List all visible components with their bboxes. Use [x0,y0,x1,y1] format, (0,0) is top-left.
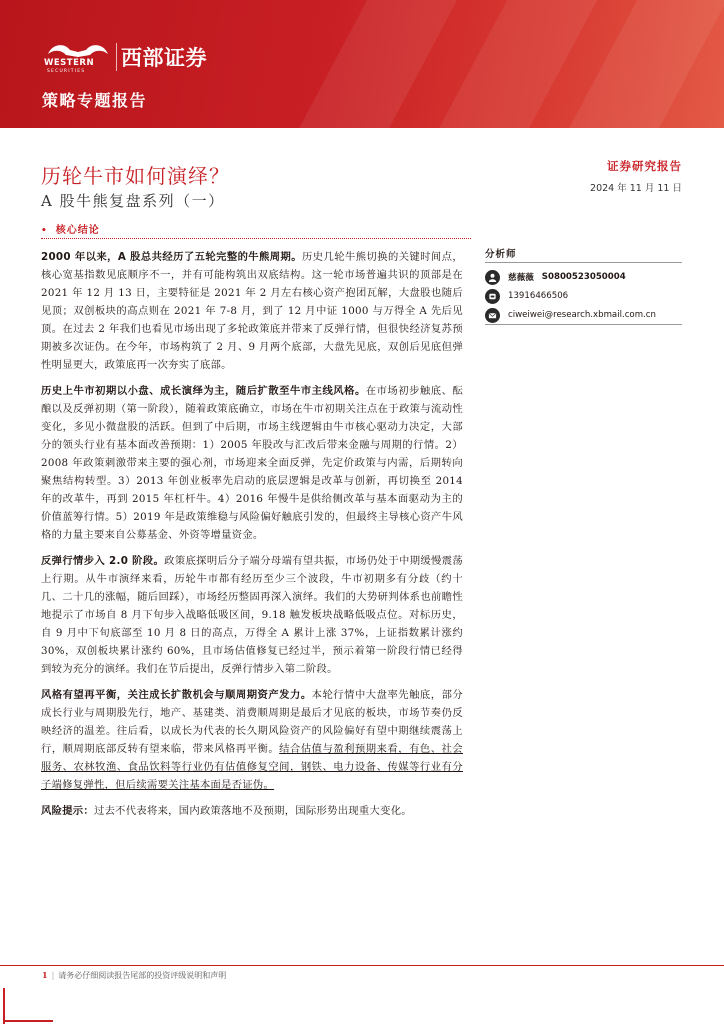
section-heading [41,221,100,236]
paragraph [41,686,463,794]
footer-divider [0,965,724,966]
corner-mark [3,1020,53,1022]
analyst-phone-row [485,288,568,304]
corner-mark [3,988,5,1024]
banner-stripe [272,0,479,128]
analyst-name-row [485,269,626,285]
report-date: 2024 年 11 月 11 日 [590,183,682,194]
phone-icon [485,289,500,304]
analyst-divider [485,324,682,325]
logo-divider [116,43,117,71]
bullet-icon: • [41,226,48,236]
paragraph [41,552,463,678]
analyst-phone: 13916466506 [508,291,569,301]
analyst-email[interactable]: ciweiwei@research.xbmail.com.cn [508,310,656,320]
footer [42,970,226,981]
paragraph-lead: 历史上牛市初期以小盘、成长演绎为主，随后扩散至牛市主线风格。 [41,385,366,397]
report-type: 策略专题报告 [42,91,148,110]
paragraph [41,802,463,820]
paragraph [41,248,463,374]
section-divider [41,238,471,239]
person-icon [485,270,500,285]
analyst-cert: S0800523050004 [541,272,626,282]
email-icon [485,308,500,323]
analyst-heading: 分析师 [485,249,517,260]
page-number: 1 [42,970,48,980]
page-subtitle: A 股牛熊复盘系列（一） [41,192,225,210]
footer-disclaimer: 请务必仔细阅读报告尾部的投资评级说明和声明 [58,971,227,980]
logo-chinese: 西部证券 [121,46,207,70]
section-heading-text: 核心结论 [55,225,100,236]
main-body [41,248,463,828]
paragraph-text: 在市场初步触底、酝酿以及反弹初期（第一阶段），随着政策底确立，市场在牛市初期关注点在于政策与流动性变化，多见小微盘股的活跃。但到了中后期，市场主线逻辑由牛市核心驱动力决定，大部分的领头行业有基本面改善预期：1）2005 年股改与汇改后带来金融与周期的行情。2）2008 年政策刺激带来主要的强心剂，市场迎来全面反弹，先定价政策与内需，后期转向聚焦结构转型。3）2013 年创业板率先启动的底层逻辑是改革与创新，再切换至 2014 年的改革牛，再到 2015 年杠杆牛。4）2016 年慢牛是供给侧改革与基本面驱动为主的价值蓝筹行情。5）2019 年是政策维稳与风险偏好触底引发的，但最终主导核心资产牛风格的力量主要来自公募基金、外资等增量资金。 [41,385,464,541]
analyst-name: 慈薇薇 [508,273,534,283]
paragraph-lead: 反弹行情步入 2.0 阶段。 [41,555,165,567]
paragraph [41,382,463,544]
logo-english: WESTERN [44,58,95,68]
header-banner [0,0,724,128]
analyst-divider [485,262,682,263]
paragraph-lead: 2000 年以来，A 股总共经历了五轮完整的牛熊周期。 [41,251,303,263]
logo-english-sub: SECURITIES [47,69,86,74]
paragraph-text: 过去不代表将来，国内政策落地不及预期，国际形势出现重大变化。 [93,805,412,817]
page-sep: | [51,971,55,980]
report-category: 证券研究报告 [607,159,682,173]
paragraph-lead: 风格有望再平衡，关注成长扩散机会与顺周期资产发力。 [41,689,312,701]
analyst-email-row [485,307,656,323]
page-title: 历轮牛市如何演绎？ [41,164,230,188]
paragraph-text: 政策底探明后分子端分母端有望共振，市场仍处于中期缓慢震荡上行期。从牛市演绎来看，历轮牛市都有经历至少三个波段，牛市初期多有分歧（约十几、二十几的涨幅，随后回踩），市场经历整固再深入演绎。我们的大势研判体系也前瞻性地提示了市场自 8 月下旬步入战略低吸区间，9.18 触发板块战略低吸点位。对标历史，自 9 月中下旬底部至 10 月 8 日的高点，万得全 A 累计上涨 37%，上证指数累计涨约 30%，双创板块累计涨约 60%，且市场估值修复已经过半，预示着第一阶段行情已经得到较为充分的演绎。我们在节后提出，反弹行情步入第二阶段。 [41,555,463,675]
paragraph-underlined-text: 结合估值与盈利预期来看，有色、社会服务、农林牧渔、食品饮料等行业仍有估值修复空间，钢铁、电力设备、传媒等行业有分子端修复弹性，但后续需要关注基本面是否证伪。 [41,743,463,791]
paragraph-text: 本轮行情中大盘率先触底，部分成长行业与周期股先行，地产、基建类、消费顺周期是最后才见底的板块，市场节奏仍反映经济的温差。往后看，以成长为代表的长久期风险资产的风险偏好有望中期继续震荡上行，顺周期底部反转有望来临，带来风格再平衡。 [41,689,463,755]
paragraph-text: 历史几轮牛熊切换的关键时间点，核心宽基指数见底顺序不一，并有可能构筑出双底结构。这一轮市场普遍共识的顶部是在 2021 年 12 月 13 日，主要特征是 2021 年 2 月左右核心资产抱团瓦解，大盘股也随后见顶；双创板块的高点则在 2021 年 7-8 月，到了 12 月中证 1000 与万得全 A 先后见顶。在过去 2 年我们也看见市场出现了多轮政策底并带来了反弹行情，但很快经济复苏预期被多次证伪。在今年，市场构筑了 2 月、9 月两个底部，大盘先见底，双创后见底但弹性明显更大，政策底再一次夯实了底部。 [41,251,463,371]
paragraph-lead: 风险提示： [41,805,94,817]
